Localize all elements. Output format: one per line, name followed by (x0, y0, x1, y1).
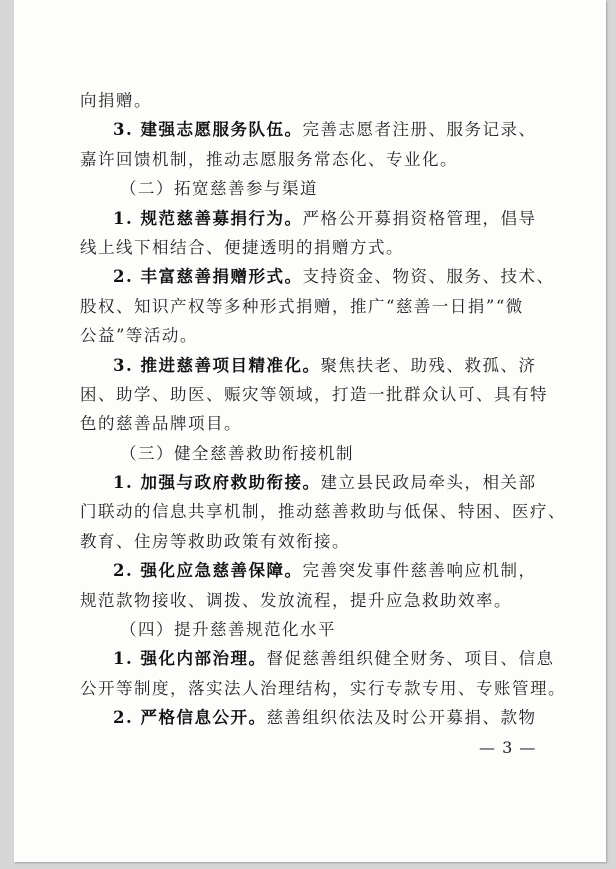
item-text: 聚焦扶老、助残、救孤、济 (320, 355, 537, 375)
document-page (14, 0, 606, 862)
line-text: 困、助学、助医、赈灾等领域，打造一批群众认可、具有特 (80, 384, 548, 404)
list-item (80, 468, 550, 497)
text-line (80, 233, 550, 262)
text-line (80, 586, 550, 615)
list-item (80, 556, 550, 585)
line-text: 股权、知识产权等多种形式捐赠，推广“慈善一日捐”“微 (80, 296, 524, 316)
section-heading (80, 615, 550, 644)
list-item (80, 703, 550, 732)
item-text: 严格公开募捐资格管理，倡导 (302, 208, 537, 228)
item-title: 1. 强化内部治理。 (113, 649, 267, 669)
text-line (80, 321, 550, 350)
heading-text: （三）健全慈善救助衔接机制 (120, 443, 354, 463)
item-text: 慈善组织依法及时公开募捐、款物 (266, 708, 537, 728)
list-item (80, 351, 550, 380)
line-text: 门联动的信息共享机制，推动慈善救助与低保、特困、医疗、 (80, 502, 566, 522)
text-line (80, 86, 550, 115)
item-text: 督促慈善组织健全财务、项目、信息 (266, 649, 555, 669)
text-line (80, 674, 566, 703)
list-item (80, 644, 555, 673)
line-text: 教育、住房等救助政策有效衔接。 (80, 531, 350, 551)
line-text: 公益”等活动。 (80, 326, 198, 346)
line-text: 嘉许回馈机制，推动志愿服务常态化、专业化。 (80, 149, 458, 169)
item-title: 3. 推进慈善项目精准化。 (113, 355, 321, 375)
item-title: 2. 强化应急慈善保障。 (113, 561, 303, 581)
line-text: 向捐赠。 (80, 91, 152, 110)
text-line (80, 527, 550, 556)
list-item (80, 204, 550, 233)
item-text: 建立县民政局牵头，相关部 (320, 473, 537, 493)
line-text: 规范款物接收、调拨、发放流程，提升应急救助效率。 (80, 590, 512, 610)
section-heading (80, 439, 550, 468)
line-text: 色的慈善品牌项目。 (80, 414, 242, 434)
text-line (80, 292, 550, 321)
document-body (80, 86, 566, 733)
item-text: 支持资金、物资、服务、技术、 (302, 267, 555, 287)
heading-text: （四）提升慈善规范化水平 (120, 620, 336, 640)
heading-text: （二）拓宽慈善参与渠道 (120, 179, 318, 199)
section-heading (80, 174, 550, 203)
line-text: 线上线下相结合、便捷透明的捐赠方式。 (80, 237, 404, 257)
item-title: 3. 建强志愿服务队伍。 (113, 120, 303, 140)
list-item (80, 115, 550, 144)
line-text: 公开等制度，落实法人治理结构，实行专款专用、专账管理。 (80, 678, 566, 698)
item-title: 1. 规范慈善募捐行为。 (113, 208, 303, 228)
page-number: — 3 — (479, 738, 537, 757)
item-title: 2. 丰富慈善捐赠形式。 (113, 267, 303, 287)
text-line (80, 497, 566, 526)
list-item (80, 262, 555, 291)
item-title: 1. 加强与政府救助衔接。 (113, 473, 321, 493)
text-line (80, 145, 550, 174)
item-text: 完善突发事件慈善响应机制， (302, 561, 537, 581)
text-line (80, 409, 550, 438)
item-title: 2. 严格信息公开。 (113, 708, 267, 728)
text-line (80, 380, 550, 409)
item-text: 完善志愿者注册、服务记录、 (302, 120, 537, 140)
